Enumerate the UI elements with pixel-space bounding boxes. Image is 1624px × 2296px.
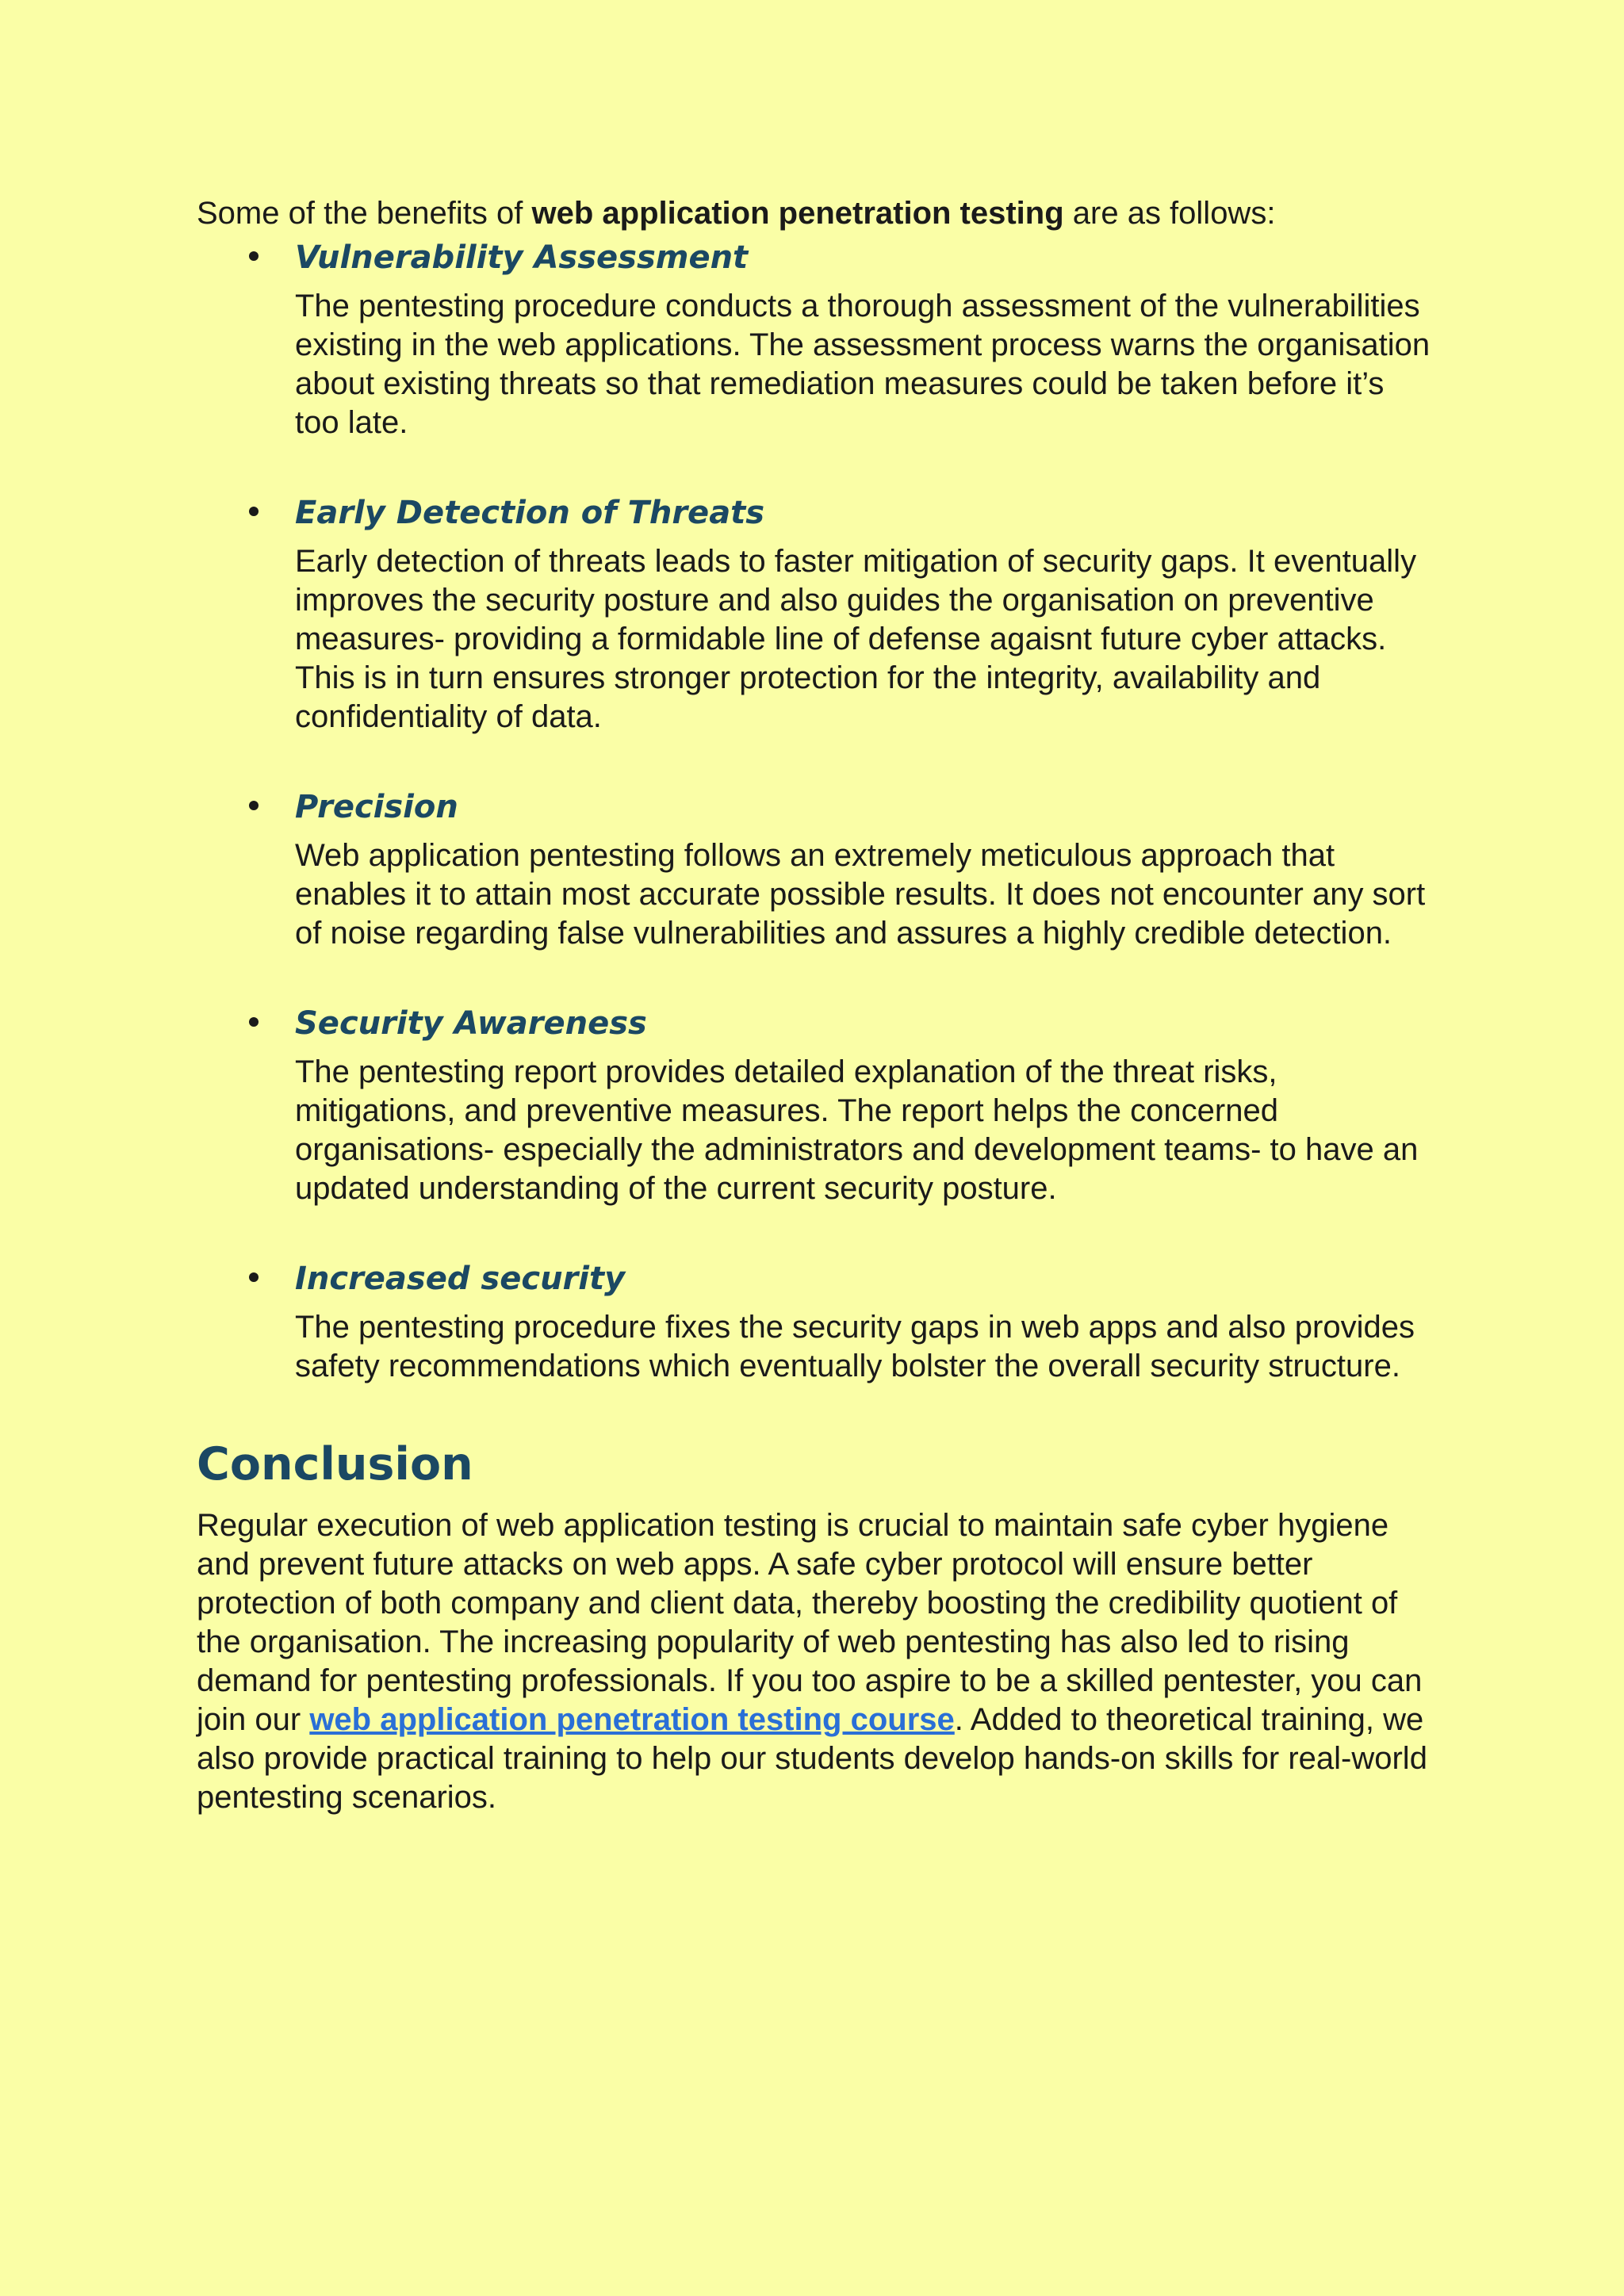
conclusion-text-after: . Added to theoretical training, we also provide practical training to help our students develop hands-on skills for real-world pentesting scenarios. [197, 1702, 1427, 1815]
benefit-text: Web application pentesting follows an extremely meticulous approach that enables it to attain most accurate possible results. It does not encounter any sort of noise regarding false vulnerabilities and assures a highly credible detection. [295, 838, 1426, 951]
benefit-text: The pentesting procedure fixes the security gaps in web apps and also provides safety recommendations which eventually bolster the overall security structure. [295, 1310, 1415, 1383]
intro-text-after: are as follows: [1063, 196, 1276, 231]
bullet-icon [249, 1272, 259, 1282]
course-link[interactable]: web application penetration testing course [309, 1702, 955, 1737]
benefit-item [197, 1259, 1434, 1386]
conclusion-heading: Conclusion [197, 1438, 473, 1490]
benefit-title: Vulnerability Assessment [295, 239, 749, 276]
benefit-item [197, 1004, 1434, 1208]
document-page [197, 193, 1434, 1817]
intro-bold-phrase: web application penetration testing [531, 196, 1064, 231]
benefit-title: Increased security [295, 1261, 626, 1297]
conclusion-paragraph [197, 1506, 1434, 1817]
benefit-item [197, 238, 1434, 442]
bullet-icon [249, 251, 259, 261]
benefit-item [197, 787, 1434, 953]
intro-paragraph [197, 193, 1434, 233]
benefits-list [197, 238, 1434, 1386]
benefit-item [197, 493, 1434, 737]
intro-text-before: Some of the benefits of [197, 196, 532, 231]
benefit-text: Early detection of threats leads to faster mitigation of security gaps. It eventually improves the security posture and also guides the organisation on preventive measures- providing a formidable line of defense agaisnt future cyber attacks. This is in turn ensures stronger protection for the integrity, availability and confidentiality of data. [295, 544, 1417, 734]
benefit-title: Early Detection of Threats [295, 495, 765, 531]
benefit-text: The pentesting report provides detailed explanation of the threat risks, mitigations, and preventive measures. The report helps the concerned organisations- especially the administrators and development teams- to have an updated understanding of the current security posture. [295, 1054, 1419, 1206]
conclusion-text-before: Regular execution of web application testing is crucial to maintain safe cyber hygiene and prevent future attacks on web apps. A safe cyber protocol will ensure better protection of both company and client data, thereby boosting the credibility quotient of the organisation. The increasing popularity of web pentesting has also led to rising demand for pentesting professionals. If you too aspire to be a skilled pentester, you can join our [197, 1508, 1423, 1737]
benefit-title: Precision [295, 789, 458, 825]
benefit-text: The pentesting procedure conducts a thorough assessment of the vulnerabilities existing in the web applications. The assessment process warns the organisation about existing threats so that remediation measures could be taken before it’s too late. [295, 289, 1431, 440]
bullet-icon [249, 1017, 259, 1027]
bullet-icon [249, 507, 259, 516]
bullet-icon [249, 801, 259, 810]
benefit-title: Security Awareness [295, 1005, 647, 1042]
